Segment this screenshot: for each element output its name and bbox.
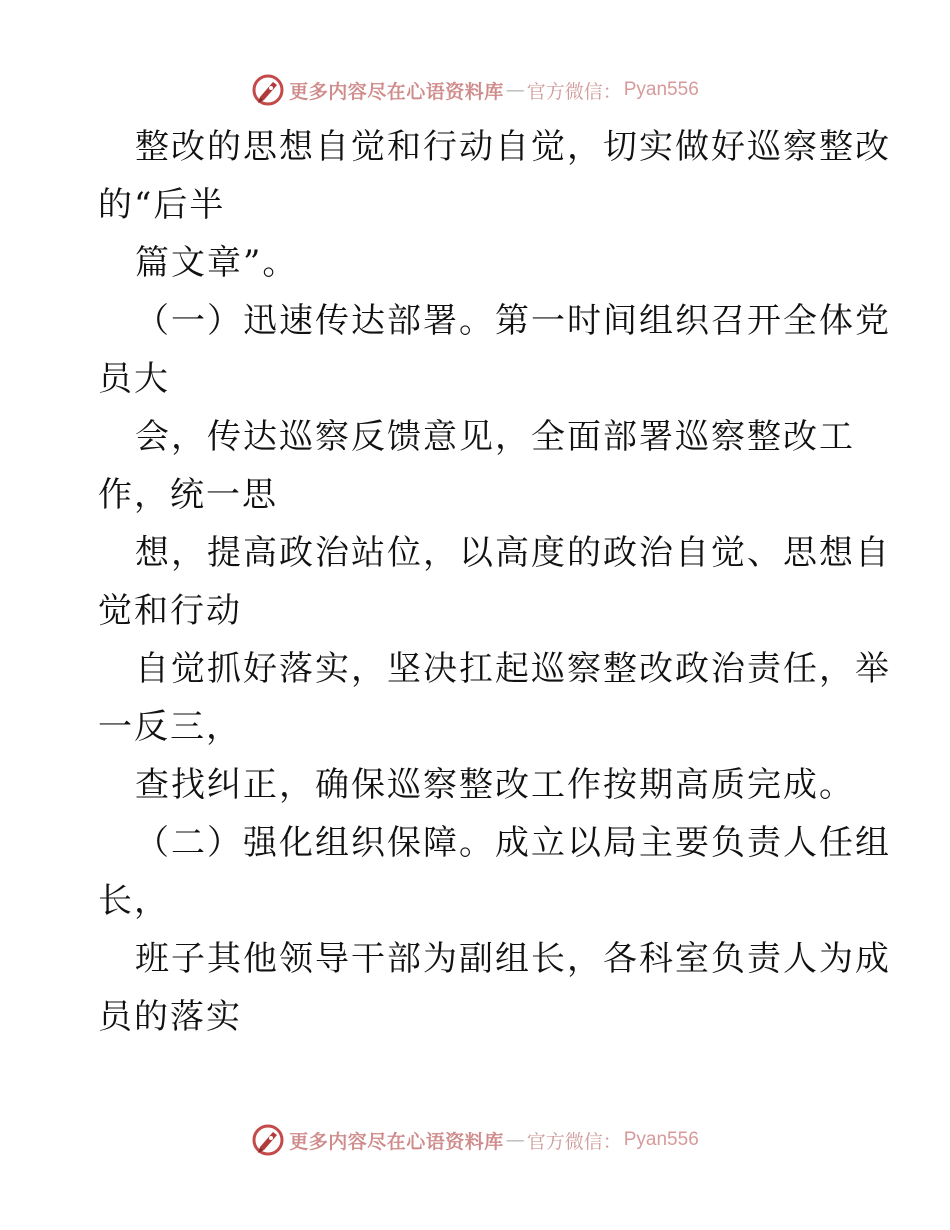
text-line: 想，提高政治站位，以高度的政治自觉、思想自	[135, 533, 891, 573]
text-line: 会，传达巡察反馈意见，全面部署巡察整改工	[135, 417, 855, 457]
watermark-dash: —	[505, 79, 525, 101]
watermark-wechat-id: Pyan556	[623, 1129, 699, 1150]
text-line: 整改的思想自觉和行动自觉，切实做好巡察整改	[135, 127, 891, 167]
text-line: 一反三，	[98, 707, 242, 747]
text-line: 作，统一思	[98, 475, 278, 515]
text-line: 自觉抓好落实，坚决扛起巡察整改政治责任，举	[135, 649, 891, 689]
text-line: 班子其他领导干部为副组长，各科室负责人为成	[135, 939, 891, 979]
text-line: 查找纠正，确保巡察整改工作按期高质完成。	[135, 765, 855, 805]
pen-nib-icon	[251, 1123, 285, 1157]
text-line: （二）强化组织保障。成立以局主要负责人任组	[135, 823, 891, 863]
text-line: 长，	[98, 881, 170, 921]
text-line: 员的落实	[98, 997, 242, 1037]
watermark-wechat-label: 官方微信：	[526, 1130, 622, 1153]
header-watermark	[0, 70, 950, 110]
footer-watermark	[0, 1120, 950, 1160]
document-body	[98, 118, 891, 1046]
watermark-wechat-id: Pyan556	[623, 79, 699, 100]
text-line: 篇文章”。	[135, 243, 299, 283]
text-line: 的“后半	[98, 185, 226, 225]
watermark-brand: 更多内容尽在心语资料库	[289, 80, 504, 103]
watermark-dash: —	[505, 1129, 525, 1151]
text-line: 觉和行动	[98, 591, 242, 631]
text-line: （一）迅速传达部署。第一时间组织召开全体党	[135, 301, 891, 341]
pen-nib-icon	[251, 73, 285, 107]
watermark-brand: 更多内容尽在心语资料库	[289, 1130, 504, 1153]
text-line: 员大	[98, 359, 170, 399]
watermark-wechat-label: 官方微信：	[526, 80, 622, 103]
